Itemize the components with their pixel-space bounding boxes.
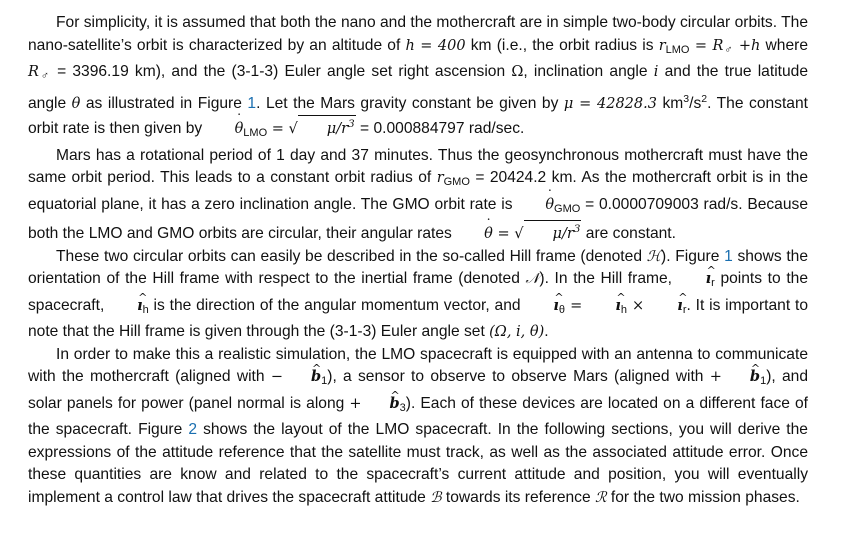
text: For simplicity, it is assumed that both the nano and the mothercraft are in simple two-body circular orbits. The nano-satellite’s orbit is characterized by an altitude of	[28, 14, 808, 54]
figure-link[interactable]: 1	[724, 247, 733, 265]
body-vector: b ^	[283, 366, 321, 389]
subscript: GMO	[554, 202, 581, 215]
altitude-equation: h = 400	[405, 37, 466, 54]
math-symbol: +h	[733, 37, 761, 54]
superscript: 3	[573, 223, 581, 235]
text: , inclination angle	[523, 63, 654, 80]
mars-symbol: ♂	[723, 43, 734, 56]
math-symbol: i	[653, 64, 659, 80]
math-symbol: =	[492, 226, 515, 242]
math-symbol: r	[436, 170, 444, 186]
unit-vector: ı ^	[525, 295, 559, 318]
text: . Let the Mars gravity constant be given by	[256, 94, 564, 112]
text: ). Figure	[661, 247, 725, 265]
text: shows the orientation of the Hill frame with respect to the inertial frame (denoted	[28, 247, 809, 287]
mars-symbol: ♂	[38, 70, 51, 82]
text: ), a sensor to observe to observe Mars (aligned with	[327, 368, 710, 385]
math-symbol: +	[709, 369, 722, 385]
text: These two circular orbits can easily be described in the so-called Hill frame (denoted	[56, 247, 647, 265]
subscript: r	[682, 303, 687, 316]
document-body	[28, 12, 808, 509]
subscript: GMO	[443, 176, 470, 188]
math-symbol: r	[658, 37, 666, 54]
text: is the direction of the angular momentum vector, and	[148, 296, 526, 314]
math-symbol: 𝒩	[525, 271, 540, 287]
text: ), and solar panels for power (panel normal is along	[28, 368, 808, 412]
text: km (i.e., the orbit radius is	[465, 36, 659, 54]
text: where	[760, 36, 809, 54]
text: In order to make this a realistic simulation, the LMO spacecraft is equipped with an antenna to communicate with the mothercraft (aligned with	[28, 345, 808, 385]
math-symbol: θ	[71, 95, 81, 112]
text: ). Each of these devices are located on a different face of the spacecraft. Figure	[28, 394, 808, 438]
sqrt-expression: μ/r	[326, 121, 349, 137]
superscript: 2	[701, 92, 708, 105]
subscript: LMO	[243, 127, 268, 139]
math-symbol: −	[270, 369, 283, 385]
text: .	[544, 323, 549, 340]
paragraph-hill-frame	[28, 246, 808, 344]
subscript: 3	[399, 401, 406, 414]
text: and the true latitude angle	[28, 63, 809, 112]
math-symbol: θ ˙	[517, 194, 554, 217]
math-symbol: =	[267, 121, 289, 137]
subscript: LMO	[665, 43, 690, 56]
text: shows the layout of the LMO spacecraft. In the following sections, you will derive the expressions of the attitude reference that the satellite must track, as well as the associated attitude error. Once these quantities are know and related to the spacecraft’s current attitude and position, you will eventually implement a control law that drives the spacecraft attitude	[28, 421, 808, 506]
unit-vector: ı ^	[678, 268, 712, 291]
text: . It is important to note that the Hill frame is given through the (3-1-3) Euler angle set	[28, 296, 808, 340]
superscript: 3	[348, 118, 355, 130]
superscript: 3	[683, 92, 690, 105]
math-symbol: θ ˙	[456, 223, 493, 246]
math-symbol: =	[565, 297, 588, 314]
text: ). In the Hill frame,	[539, 270, 678, 287]
math-symbol: θ ˙	[207, 118, 244, 141]
text: as illustrated in Figure	[80, 94, 248, 112]
math-symbol: ℋ	[646, 248, 662, 265]
gravity-constant-equation: μ = 42828.3	[563, 95, 657, 112]
body-vector: b ^	[362, 393, 400, 416]
paragraph-orbits: For simplicity, it is assumed that both the nano and the mothercraft are in simple two-body circular orbits. The nano-satellite’s orbit is characterized by an altitude of h = 400 km (i.e., the orbit radius is $r_{LMO} = R_♂ +h$ where $R_♂ = 3396.19$ km), and the (3-1-3) Euler angle set right ascension Ω, inclination angle i and the true latitude angle θ as illustrated in Figure 1. Let the Mars gravity constant be given by μ = 42828.3 $km^3/s^2$. The constant orbit rate is then given by θ $˙_{LMO}$ = √ $\mu/r^3 = 0.000884797$ rad/sec.	[28, 12, 808, 145]
body-vector: b ^	[722, 366, 760, 389]
text: = 3396.19 km), and the (3-1-3) Euler angle set right ascension	[50, 63, 512, 80]
sqrt-expression: μ/r	[552, 226, 574, 242]
math-symbol: ℛ	[594, 489, 607, 506]
unit-vector: ı ^	[109, 295, 143, 318]
subscript: 1	[760, 375, 767, 387]
text: = 20424.2 km. As the mothercraft orbit is in the equatorial plane, it has a zero inclination angle. The GMO orbit rate is	[28, 169, 809, 213]
math-symbol: Ω	[511, 64, 524, 80]
figure-link[interactable]: 1	[247, 94, 257, 112]
text: are constant.	[581, 225, 676, 242]
text: points to the spacecraft,	[28, 270, 808, 314]
math-symbol: R	[28, 64, 39, 80]
text: Mars has a rotational period of 1 day and 37 minutes. Thus the geosynchronous mothercraft must have the same orbit period. This leads to a constant orbit radius of	[28, 146, 808, 186]
text: for the two mission phases.	[606, 488, 800, 506]
text: = 0.0000709003 rad/s. Because both the LMO and GMO orbits are circular, their angular rates	[28, 195, 808, 242]
math-symbol: +	[349, 395, 362, 412]
figure-link[interactable]: 2	[188, 421, 198, 438]
math-symbol: = R	[689, 37, 724, 54]
euler-angle-set: (Ω, i, θ)	[489, 324, 545, 340]
text: km	[656, 94, 684, 112]
text: . The constant orbit rate is then given by	[28, 94, 808, 137]
unit-vector: ı ^	[649, 295, 683, 318]
paragraph-gmo: Mars has a rotational period of 1 day and 37 minutes. Thus the geosynchronous mothercraft must have the same orbit period. This leads to a constant orbit radius of $r_{GMO} = 20424.2$ km. As the mothercraft orbit is in the equatorial plane, it has a zero inclination angle. The GMO orbit rate is θ $˙_{GMO} = 0.0000709003$ rad/s. Because both the LMO and GMO orbits are circular, their angular rates θ ˙ = √ $\mu/r^3$ are constant.	[28, 145, 808, 246]
subscript: h	[620, 303, 627, 316]
math-symbol: ℬ	[430, 489, 442, 506]
subscript: h	[142, 303, 149, 316]
subscript: 1	[321, 375, 328, 387]
paragraph-simulation	[28, 344, 808, 510]
math-symbol: ×	[626, 297, 650, 314]
text: = 0.000884797 rad/sec.	[355, 120, 525, 137]
subscript: θ	[558, 303, 565, 316]
text: /s	[689, 94, 702, 112]
subscript: r	[711, 277, 715, 289]
unit-vector: ı ^	[587, 295, 621, 318]
text: towards its reference	[441, 488, 595, 506]
